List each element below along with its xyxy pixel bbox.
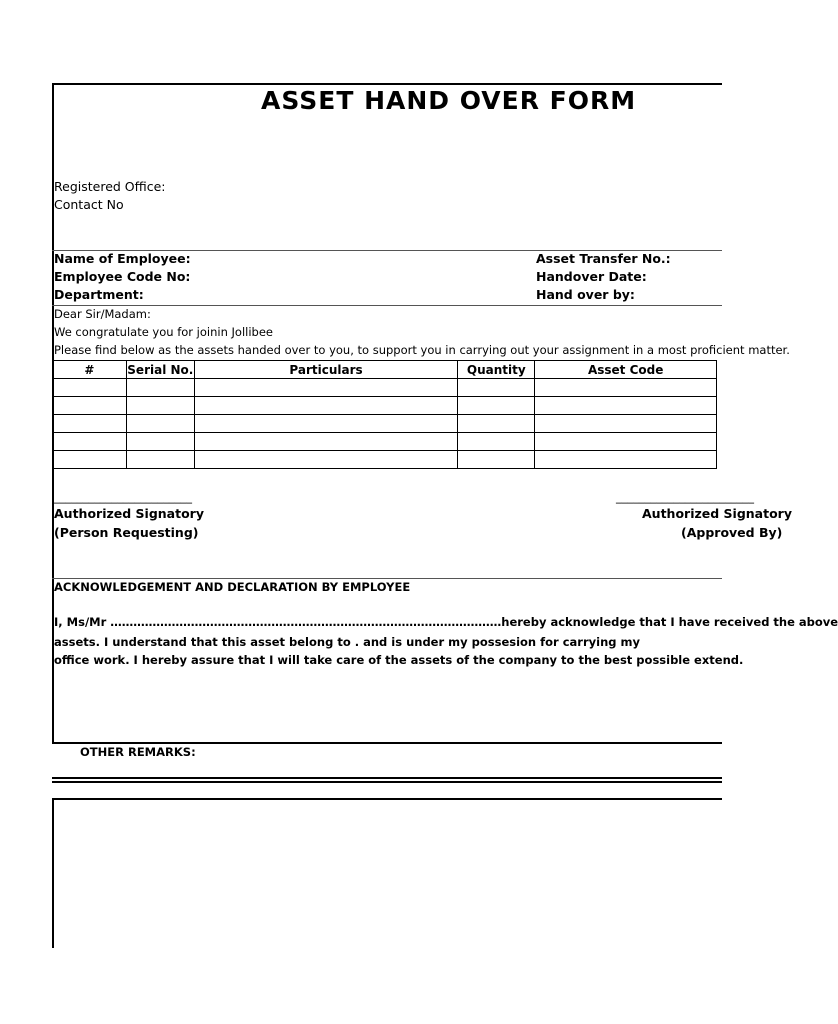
right-signature-line: ________________________ <box>616 490 754 504</box>
table-cell[interactable] <box>194 433 458 451</box>
form-title: ASSET HAND OVER FORM <box>261 86 637 115</box>
table-cell[interactable] <box>458 397 535 415</box>
right-signatory-subtitle: (Approved By) <box>681 525 783 540</box>
double-rule-top <box>52 777 722 779</box>
col-header-number: # <box>53 361 127 379</box>
remarks-box-top <box>52 798 722 800</box>
col-header-quantity: Quantity <box>458 361 535 379</box>
remarks-box-left[interactable] <box>52 798 54 948</box>
table-cell[interactable] <box>194 415 458 433</box>
table-cell[interactable] <box>458 451 535 469</box>
declaration-line-1: I, Ms/Mr …………………………………………………………………………………………hereby acknowledge that I have received the above <box>54 615 838 629</box>
double-rule-bottom <box>52 781 722 783</box>
table-row <box>53 433 717 451</box>
table-cell[interactable] <box>535 379 717 397</box>
col-header-particulars: Particulars <box>194 361 458 379</box>
left-signature-line: ________________________ <box>54 490 192 504</box>
table-cell[interactable] <box>458 415 535 433</box>
table-cell[interactable] <box>126 451 194 469</box>
table-cell[interactable] <box>53 433 127 451</box>
assets-intro-line: Please find below as the assets handed over to you, to support you in carrying out your assignment in a most proficient matter. <box>54 343 790 357</box>
table-cell[interactable] <box>126 379 194 397</box>
table-cell[interactable] <box>126 433 194 451</box>
divider-employee-bottom <box>52 305 722 306</box>
table-cell[interactable] <box>535 451 717 469</box>
table-cell[interactable] <box>535 397 717 415</box>
table-cell[interactable] <box>126 397 194 415</box>
divider-declaration-bottom <box>52 742 722 744</box>
form-top-border <box>52 83 722 85</box>
asset-transfer-no-label: Asset Transfer No.: <box>536 251 671 266</box>
other-remarks-label: OTHER REMARKS: <box>80 745 196 759</box>
handover-by-label: Hand over by: <box>536 287 635 302</box>
table-cell[interactable] <box>458 433 535 451</box>
table-row <box>53 451 717 469</box>
table-cell[interactable] <box>53 379 127 397</box>
congratulation-line: We congratulate you for joinin Jollibee <box>54 325 273 339</box>
table-row <box>53 379 717 397</box>
col-header-asset-code: Asset Code <box>535 361 717 379</box>
table-cell[interactable] <box>126 415 194 433</box>
contact-no-label: Contact No <box>54 197 124 212</box>
divider-declaration-top <box>52 578 722 579</box>
table-row <box>53 415 717 433</box>
table-cell[interactable] <box>53 451 127 469</box>
assets-table <box>52 360 717 469</box>
declaration-line-2: assets. I understand that this asset belong to . and is under my possesion for carrying my <box>54 635 640 649</box>
declaration-line-3: office work. I hereby assure that I will take care of the assets of the company to the best possible extend. <box>54 653 744 667</box>
table-row <box>53 397 717 415</box>
col-header-serial-no: Serial No. <box>127 362 194 377</box>
employee-name-label: Name of Employee: <box>54 251 191 266</box>
registered-office-label: Registered Office: <box>54 179 166 194</box>
declaration-heading: ACKNOWLEDGEMENT AND DECLARATION BY EMPLOYEE <box>54 580 411 594</box>
right-signatory-title: Authorized Signatory <box>642 506 792 521</box>
table-cell[interactable] <box>535 433 717 451</box>
left-signatory-title: Authorized Signatory <box>54 506 204 521</box>
employee-code-label: Employee Code No: <box>54 269 191 284</box>
table-cell[interactable] <box>194 397 458 415</box>
table-cell[interactable] <box>194 379 458 397</box>
department-label: Department: <box>54 287 144 302</box>
table-header-row <box>53 361 717 379</box>
table-cell[interactable] <box>53 397 127 415</box>
left-signatory-subtitle: (Person Requesting) <box>54 525 199 540</box>
table-cell[interactable] <box>458 379 535 397</box>
table-cell[interactable] <box>53 415 127 433</box>
salutation: Dear Sir/Madam: <box>54 307 151 321</box>
handover-date-label: Handover Date: <box>536 269 647 284</box>
table-cell[interactable] <box>535 415 717 433</box>
table-cell[interactable] <box>194 451 458 469</box>
